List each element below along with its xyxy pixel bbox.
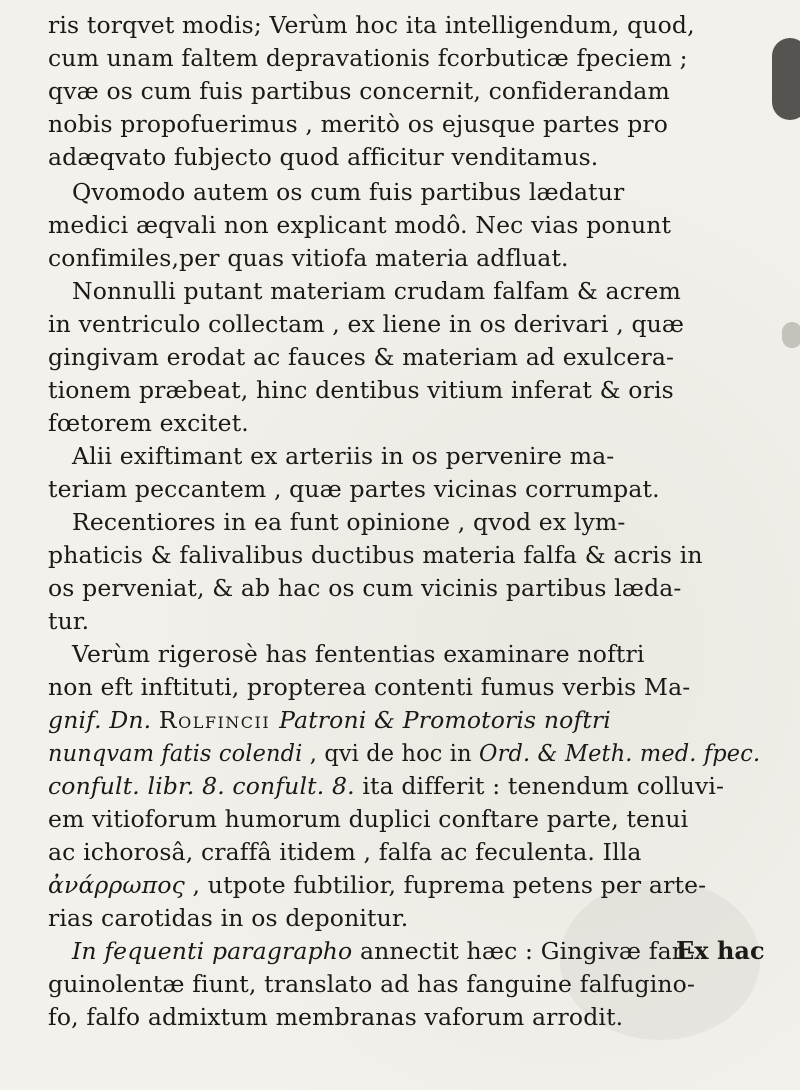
text-line: fœtorem excitet.: [48, 409, 249, 437]
text-run: , qvi de hoc in: [309, 739, 480, 767]
ink-blot-mark: [772, 38, 800, 120]
text-run-italic: gnif. Dn.: [48, 706, 159, 734]
text-line: rias carotidas in os deponitur.: [48, 904, 409, 932]
text-line: in ventriculo collectam , ex liene in os derivari , quæ: [48, 310, 685, 338]
text-line: confimiles,per quas vitiofa materia adfluat.: [48, 244, 569, 272]
text-run-italic: confult. libr. 8. confult. 8.: [48, 772, 363, 800]
text-line: ris torqvet modis; Verùm hoc ita intelligendum, quod,: [48, 11, 695, 39]
text-line: nobis propofuerimus , meritò os ejusque partes pro: [48, 110, 669, 138]
text-line: phaticis & falivalibus ductibus materia falfa & acris in: [48, 541, 703, 569]
text-line: [48, 868, 706, 902]
text-line: qvæ os cum fuis partibus concernit, confiderandam: [48, 77, 670, 105]
text-run-italic: Ord. & Meth. med. fpec.: [479, 739, 761, 767]
text-line: ac ichorosâ, craffâ itidem , falfa ac feculenta. Illa: [48, 838, 642, 866]
text-line: teriam peccantem , quæ partes vicinas corrumpat.: [48, 475, 660, 503]
ink-spot-mark: [782, 322, 800, 348]
text-line: Recentiores in ea funt opinione , qvod ex lym-: [72, 508, 626, 536]
text-line: em vitioforum humorum duplici conftare parte, tenui: [48, 805, 689, 833]
text-run-smallcaps: Rolfincii: [158, 706, 280, 734]
text-line: tur.: [48, 607, 90, 635]
text-line: [48, 934, 695, 968]
text-line: medici æqvali non explicant modô. Nec vias ponunt: [48, 211, 672, 239]
text-line: Qvomodo autem os cum fuis partibus lædatur: [72, 178, 625, 206]
text-run-italic: In fequenti paragrapho: [72, 937, 360, 965]
text-run: annectit hæc : Gingivæ fan-: [359, 937, 696, 965]
text-line: Verùm rigerosè has fententias examinare noftri: [72, 640, 645, 668]
text-line: [48, 703, 611, 737]
text-line: gingivam erodat ac fauces & materiam ad exulcera-: [48, 343, 675, 371]
text-line: [48, 736, 760, 770]
text-run: , utpote fubtilior, fuprema petens per arte-: [192, 871, 707, 899]
text-line: non eft inftituti, propterea contenti fumus verbis Ma-: [48, 673, 691, 701]
text-run: ita differit : tenendum colluvi-: [362, 772, 725, 800]
text-line: Alii exiftimant ex arteriis in os pervenire ma-: [72, 442, 615, 470]
text-line: os perveniat, & ab hac os cum vicinis partibus læda-: [48, 574, 682, 602]
bleed-through-marks: [764, 22, 800, 362]
catchword: Ex hac: [676, 936, 765, 965]
text-line: adæqvato fubjecto quod afficitur venditamus.: [48, 143, 599, 171]
text-run-italic: nunqvam fatis colendi: [48, 739, 310, 767]
text-line: [48, 769, 724, 803]
text-line: fo, falfo admixtum membranas vaforum arrodit.: [48, 1003, 624, 1031]
text-run-italic: ἀνάρρωπος: [48, 871, 193, 899]
text-line: guinolentæ fiunt, translato ad has fanguine falfugino-: [48, 970, 696, 998]
text-line: tionem præbeat, hinc dentibus vitium inferat & oris: [48, 376, 674, 404]
text-run-italic: Patroni & Promotoris noftri: [279, 706, 611, 734]
text-line: Nonnulli putant materiam crudam falfam & acrem: [72, 277, 681, 305]
text-line: cum unam faltem depravationis fcorbuticæ fpeciem ;: [48, 44, 688, 72]
